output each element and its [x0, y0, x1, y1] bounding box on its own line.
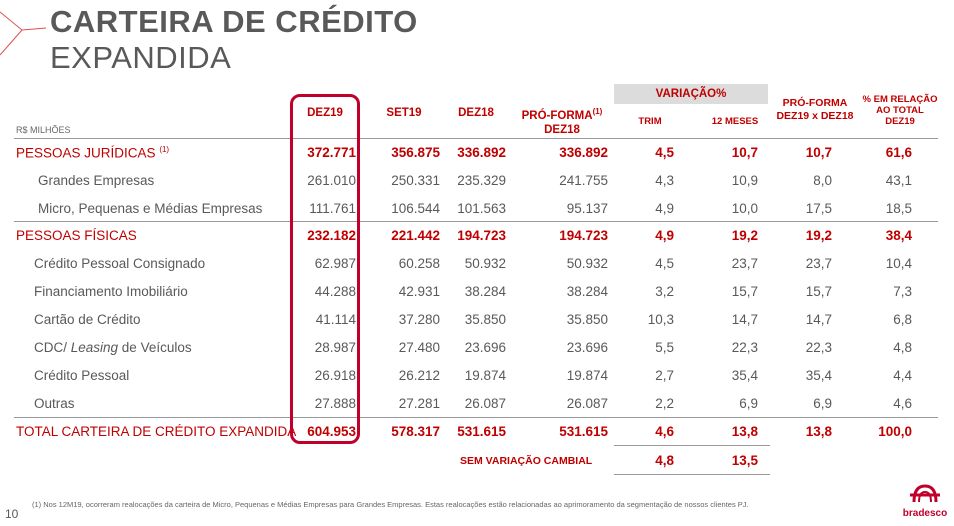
col-header-dez18: DEZ18 — [458, 107, 494, 119]
col-header-12meses: 12 MESES — [711, 116, 759, 127]
table-row — [0, 250, 954, 278]
cell-pct-total: 7,3 — [893, 284, 912, 299]
cell-dez19: 27.888 — [314, 396, 356, 411]
cell-pct-total: 100,0 — [878, 424, 912, 439]
page-title: CARTEIRA DE CRÉDITO — [50, 4, 418, 39]
proforma-label: PRÓ-FORMA — [521, 109, 593, 122]
cell-proforma-var: 6,9 — [813, 396, 832, 411]
cell-dez18: 194.723 — [457, 228, 506, 243]
row-label: TOTAL CARTEIRA DE CRÉDITO EXPANDIDA — [16, 424, 297, 439]
cell-dez19: 26.918 — [314, 368, 356, 383]
cell-12meses: 10,9 — [731, 173, 758, 188]
cell-dez18: 23.696 — [464, 340, 506, 355]
sem-variacao-trim: 4,8 — [655, 453, 674, 468]
row-label: Micro, Pequenas e Médias Empresas — [38, 201, 263, 216]
table-row-total — [0, 418, 954, 446]
cell-trim: 4,5 — [655, 145, 674, 160]
row-label: Grandes Empresas — [38, 173, 155, 188]
cell-proforma-var: 19,2 — [805, 228, 832, 243]
cell-pct-total: 4,4 — [893, 368, 912, 383]
table-row — [0, 362, 954, 390]
cell-proforma: 35.850 — [566, 312, 608, 327]
cell-set19: 356.875 — [391, 145, 440, 160]
cell-proforma-var: 35,4 — [805, 368, 832, 383]
cell-pct-total: 4,8 — [893, 340, 912, 355]
cell-proforma-var: 23,7 — [805, 256, 832, 271]
cell-pct-total: 4,6 — [893, 396, 912, 411]
cell-dez19: 28.987 — [314, 340, 356, 355]
variacao-underline — [614, 104, 768, 105]
pct-line3: DEZ19 — [885, 116, 915, 127]
col-header-pct-total — [858, 94, 942, 127]
cell-dez18: 19.874 — [464, 368, 506, 383]
col-header-trim: TRIM — [638, 116, 662, 127]
cell-proforma-var: 22,3 — [805, 340, 832, 355]
table-row — [0, 222, 954, 250]
cell-trim: 4,9 — [655, 201, 674, 216]
cell-trim: 4,6 — [655, 424, 674, 439]
proforma-footnote-mark: (1) — [592, 107, 603, 116]
cell-12meses: 14,7 — [731, 312, 758, 327]
row-label: PESSOAS JURÍDICAS $^{(1)}$ — [16, 145, 170, 161]
sem-variacao-divider — [614, 474, 770, 475]
sem-variacao-12meses: 13,5 — [731, 453, 758, 468]
cell-set19: 27.281 — [398, 396, 440, 411]
cell-set19: 37.280 — [398, 312, 440, 327]
cell-proforma-var: 14,7 — [805, 312, 832, 327]
cell-pct-total: 43,1 — [885, 173, 912, 188]
cell-proforma: 23.696 — [566, 340, 608, 355]
col-header-set19: SET19 — [386, 107, 422, 119]
cell-set19: 26.212 — [398, 368, 440, 383]
cell-proforma-var: 10,7 — [805, 145, 832, 160]
cell-trim: 4,3 — [655, 173, 674, 188]
cell-dez19: 62.987 — [314, 256, 356, 271]
cell-proforma: 336.892 — [559, 145, 608, 160]
cell-dez18: 50.932 — [464, 256, 506, 271]
cell-proforma: 241.755 — [559, 173, 608, 188]
cell-set19: 60.258 — [398, 256, 440, 271]
pct-line1: % EM RELAÇÃO — [862, 94, 938, 105]
cell-dez18: 38.284 — [464, 284, 506, 299]
cell-12meses: 19,2 — [731, 228, 758, 243]
cell-pct-total: 38,4 — [885, 228, 912, 243]
cell-dez19: 44.288 — [314, 284, 356, 299]
cell-12meses: 23,7 — [731, 256, 758, 271]
cell-set19: 250.331 — [391, 173, 440, 188]
cell-proforma: 194.723 — [559, 228, 608, 243]
row-label: CDC/ Leasing de Veículos — [34, 340, 192, 355]
row-label: Crédito Pessoal Consignado — [34, 256, 206, 271]
row-label: Crédito Pessoal — [34, 368, 130, 383]
logo-text: bradesco — [902, 508, 948, 519]
cell-trim: 2,7 — [655, 368, 674, 383]
unit-label: R$ MILHÕES — [16, 125, 71, 135]
cell-proforma: 95.137 — [566, 201, 608, 216]
cell-12meses: 22,3 — [731, 340, 758, 355]
col-header-proforma-var — [770, 97, 860, 123]
cell-pct-total: 18,5 — [885, 201, 912, 216]
cell-12meses: 13,8 — [731, 424, 758, 439]
cell-set19: 42.931 — [398, 284, 440, 299]
cell-dez18: 26.087 — [464, 396, 506, 411]
cell-dez19: 261.010 — [307, 173, 356, 188]
cell-dez19: 372.771 — [307, 145, 356, 160]
table-row — [0, 167, 954, 195]
cell-dez19: 232.182 — [307, 228, 356, 243]
cell-pct-total: 6,8 — [893, 312, 912, 327]
table-row — [0, 334, 954, 362]
page-number: 10 — [5, 507, 19, 521]
cell-trim: 2,2 — [655, 396, 674, 411]
table-row — [0, 278, 954, 306]
cell-trim: 10,3 — [647, 312, 674, 327]
cell-proforma-var: 17,5 — [805, 201, 832, 216]
cell-dez19: 41.114 — [315, 312, 356, 327]
cell-12meses: 10,0 — [731, 201, 758, 216]
col-header-dez19: DEZ19 — [307, 107, 343, 119]
cell-set19: 106.544 — [391, 201, 440, 216]
row-label: Outras — [34, 396, 75, 411]
table-row — [0, 195, 954, 223]
table-row — [0, 306, 954, 334]
cell-trim: 3,2 — [655, 284, 674, 299]
pct-line2: AO TOTAL — [876, 105, 924, 116]
cell-proforma: 19.874 — [566, 368, 608, 383]
cell-proforma-var: 15,7 — [805, 284, 832, 299]
cell-trim: 4,5 — [655, 256, 674, 271]
table-row — [0, 390, 954, 418]
footnote: (1) Nos 12M19, ocorreram realocações da carteira de Micro, Pequenas e Médias Empresas para Grandes Empresas. Estas realocações estão relacionadas ao aprimoramento da segmentação de nossos clientes PJ. — [32, 500, 749, 509]
page-subtitle: EXPANDIDA — [50, 40, 232, 75]
cell-dez19: 604.953 — [307, 424, 356, 439]
cell-set19: 221.442 — [391, 228, 440, 243]
proforma-line2: DEZ18 — [544, 123, 580, 136]
cell-proforma-var: 13,8 — [805, 424, 832, 439]
bradesco-logo — [902, 478, 948, 522]
cell-dez18: 531.615 — [457, 424, 506, 439]
cell-proforma: 26.087 — [566, 396, 608, 411]
row-label: PESSOAS FÍSICAS — [16, 228, 137, 243]
cell-proforma: 531.615 — [559, 424, 608, 439]
cell-trim: 5,5 — [655, 340, 674, 355]
sem-variacao-label: SEM VARIAÇÃO CAMBIAL — [460, 455, 593, 467]
pf-var-line2: DEZ19 x DEZ18 — [776, 110, 854, 122]
row-label: Financiamento Imobiliário — [34, 284, 188, 299]
cell-proforma: 38.284 — [566, 284, 608, 299]
bradesco-logo-icon — [902, 478, 948, 508]
cell-dez18: 101.563 — [457, 201, 506, 216]
dez19-highlight-box — [290, 94, 360, 444]
cell-trim: 4,9 — [655, 228, 674, 243]
cell-12meses: 35,4 — [731, 368, 758, 383]
cell-12meses: 10,7 — [731, 145, 758, 160]
row-label: Cartão de Crédito — [34, 312, 141, 327]
cell-set19: 27.480 — [398, 340, 440, 355]
cell-proforma-var: 8,0 — [813, 173, 832, 188]
cell-12meses: 15,7 — [731, 284, 758, 299]
table-row — [0, 139, 954, 167]
cell-pct-total: 61,6 — [885, 145, 912, 160]
cell-pct-total: 10,4 — [885, 256, 912, 271]
col-header-proforma — [512, 105, 612, 137]
cell-proforma: 50.932 — [566, 256, 608, 271]
variacao-header: VARIAÇÃO% — [614, 84, 768, 104]
cell-dez18: 35.850 — [464, 312, 506, 327]
cell-set19: 578.317 — [391, 424, 440, 439]
cell-dez19: 111.761 — [309, 201, 356, 216]
cell-dez18: 336.892 — [457, 145, 506, 160]
cell-dez18: 235.329 — [457, 173, 506, 188]
pf-var-line1: PRÓ-FORMA — [782, 97, 848, 109]
cell-12meses: 6,9 — [739, 396, 758, 411]
